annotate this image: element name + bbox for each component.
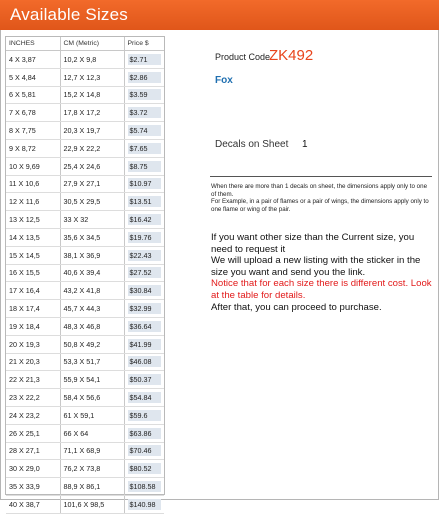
table-row [6, 317, 164, 335]
table-row [6, 246, 164, 264]
price-value: $63.86 [128, 428, 161, 439]
cell-inches: 16 X 15,5 [6, 264, 60, 282]
cell-inches: 9 X 8,72 [6, 139, 60, 157]
note-line-1: When there are more than 1 decals on sheet, the dimensions apply only to one of them. [211, 183, 428, 198]
cell-price [124, 353, 164, 371]
cell-price [124, 246, 164, 264]
cell-price [124, 51, 164, 69]
cell-price [124, 460, 164, 478]
cell-price [124, 157, 164, 175]
cell-price [124, 478, 164, 496]
cell-cm: 48,3 X 46,8 [60, 317, 124, 335]
price-value: $10.97 [128, 178, 161, 189]
cell-inches: 30 X 29,0 [6, 460, 60, 478]
table-row [6, 460, 164, 478]
cell-price [124, 371, 164, 389]
cell-cm: 61 X 59,1 [60, 406, 124, 424]
product-code-label: Product Code [215, 52, 271, 62]
table-row [6, 264, 164, 282]
decals-on-sheet-value: 1 [302, 139, 308, 150]
price-value: $108.58 [128, 481, 161, 492]
price-value: $36.64 [128, 321, 161, 332]
info-request: If you want other size than the Current size, you need to request it [211, 232, 415, 255]
table-row [6, 122, 164, 140]
cell-cm: 55,9 X 54,1 [60, 371, 124, 389]
sizes-table-body [6, 51, 164, 514]
table-row [6, 442, 164, 460]
cell-price [124, 389, 164, 407]
cell-cm: 76,2 X 73,8 [60, 460, 124, 478]
table-row [6, 228, 164, 246]
cell-inches: 21 X 20,3 [6, 353, 60, 371]
price-value: $2.86 [128, 72, 161, 83]
cell-price [124, 228, 164, 246]
price-value: $50.37 [128, 374, 161, 385]
cell-price [124, 282, 164, 300]
info-upload: We will upload a new listing with the sticker in the size you want and send you the link. [211, 255, 421, 278]
cell-cm: 30,5 X 29,5 [60, 193, 124, 211]
table-row [6, 300, 164, 318]
cell-cm: 101,6 X 98,5 [60, 495, 124, 513]
cell-cm: 35,6 X 34,5 [60, 228, 124, 246]
cell-price [124, 175, 164, 193]
table-row [6, 51, 164, 69]
cell-inches: 26 X 25,1 [6, 424, 60, 442]
cell-cm: 88,9 X 86,1 [60, 478, 124, 496]
product-code-value: ZK492 [269, 47, 314, 64]
header-title: Available Sizes [10, 5, 128, 24]
cell-price [124, 317, 164, 335]
table-header-row [6, 37, 164, 51]
price-value: $41.99 [128, 339, 161, 350]
cell-inches: 19 X 18,4 [6, 317, 60, 335]
price-value: $3.59 [128, 89, 161, 100]
price-value: $3.72 [128, 107, 161, 118]
table-row [6, 353, 164, 371]
cell-cm: 25,4 X 24,6 [60, 157, 124, 175]
price-value: $8.75 [128, 161, 161, 172]
cell-inches: 22 X 21,3 [6, 371, 60, 389]
header-bar [0, 0, 439, 30]
price-value: $13.51 [128, 196, 161, 207]
table-row [6, 389, 164, 407]
price-value: $16.42 [128, 214, 161, 225]
table-row [6, 371, 164, 389]
cell-price [124, 442, 164, 460]
cell-cm: 43,2 X 41,8 [60, 282, 124, 300]
column-header-inches: INCHES [6, 37, 60, 51]
cell-cm: 66 X 64 [60, 424, 124, 442]
column-header-price: Price $ [124, 37, 164, 51]
divider [210, 176, 432, 177]
price-value: $5.74 [128, 125, 161, 136]
table-row [6, 193, 164, 211]
cell-inches: 7 X 6,78 [6, 104, 60, 122]
cell-price [124, 264, 164, 282]
cell-inches: 40 X 38,7 [6, 495, 60, 513]
cell-price [124, 424, 164, 442]
cell-price [124, 86, 164, 104]
sizes-table-container [5, 36, 165, 509]
cell-inches: 8 X 7,75 [6, 122, 60, 140]
table-row [6, 424, 164, 442]
cell-cm: 53,3 X 51,7 [60, 353, 124, 371]
price-value: $32.99 [128, 303, 161, 314]
cell-price [124, 211, 164, 229]
table-row [6, 495, 164, 513]
price-value: $7.65 [128, 143, 161, 154]
table-row [6, 478, 164, 496]
cell-price [124, 122, 164, 140]
cell-price [124, 104, 164, 122]
cell-inches: 13 X 12,5 [6, 211, 60, 229]
price-value: $2.71 [128, 54, 161, 65]
cell-inches: 35 X 33,9 [6, 478, 60, 496]
table-row [6, 406, 164, 424]
cell-cm: 20,3 X 19,7 [60, 122, 124, 140]
cell-price [124, 300, 164, 318]
info-cost-notice: Notice that for each size there is different cost. Look at the table for details. [211, 278, 432, 301]
table-row [6, 282, 164, 300]
price-value: $80.52 [128, 463, 161, 474]
cell-cm: 45,7 X 44,3 [60, 300, 124, 318]
price-value: $30.84 [128, 285, 161, 296]
table-row [6, 157, 164, 175]
sizes-table [6, 37, 164, 514]
cell-inches: 6 X 5,81 [6, 86, 60, 104]
cell-price [124, 193, 164, 211]
cell-inches: 10 X 9,69 [6, 157, 60, 175]
cell-inches: 28 X 27,1 [6, 442, 60, 460]
cell-inches: 14 X 13,5 [6, 228, 60, 246]
cell-inches: 24 X 23,2 [6, 406, 60, 424]
cell-cm: 33 X 32 [60, 211, 124, 229]
note-line-2: For Example, in a pair of flames or a pair of wings, the dimensions apply only to one flame or wing of the pair. [211, 198, 429, 213]
decals-on-sheet-label: Decals on Sheet [215, 139, 289, 150]
cell-price [124, 406, 164, 424]
price-value: $59.6 [128, 410, 161, 421]
cell-cm: 38,1 X 36,9 [60, 246, 124, 264]
cell-price [124, 68, 164, 86]
column-header-cm: CM (Metric) [60, 37, 124, 51]
variant-name: Fox [215, 75, 233, 86]
cell-cm: 40,6 X 39,4 [60, 264, 124, 282]
cell-cm: 27,9 X 27,1 [60, 175, 124, 193]
table-row [6, 175, 164, 193]
cell-cm: 58,4 X 56,6 [60, 389, 124, 407]
price-value: $22.43 [128, 250, 161, 261]
price-value: $19.76 [128, 232, 161, 243]
cell-price [124, 335, 164, 353]
price-value: $54.84 [128, 392, 161, 403]
cell-inches: 20 X 19,3 [6, 335, 60, 353]
price-value: $70.46 [128, 445, 161, 456]
cell-inches: 12 X 11,6 [6, 193, 60, 211]
cell-inches: 23 X 22,2 [6, 389, 60, 407]
custom-size-info [211, 232, 437, 313]
price-value: $140.98 [128, 499, 161, 510]
cell-cm: 10,2 X 9,8 [60, 51, 124, 69]
cell-cm: 50,8 X 49,2 [60, 335, 124, 353]
cell-price [124, 495, 164, 513]
cell-inches: 11 X 10,6 [6, 175, 60, 193]
dimension-note [211, 183, 433, 213]
cell-cm: 12,7 X 12,3 [60, 68, 124, 86]
cell-inches: 5 X 4,84 [6, 68, 60, 86]
price-value: $46.08 [128, 356, 161, 367]
table-row [6, 104, 164, 122]
cell-inches: 15 X 14,5 [6, 246, 60, 264]
cell-inches: 18 X 17,4 [6, 300, 60, 318]
table-row [6, 211, 164, 229]
price-value: $27.52 [128, 267, 161, 278]
table-row [6, 86, 164, 104]
table-row [6, 335, 164, 353]
table-row [6, 139, 164, 157]
cell-cm: 22,9 X 22,2 [60, 139, 124, 157]
cell-price [124, 139, 164, 157]
cell-inches: 17 X 16,4 [6, 282, 60, 300]
cell-cm: 71,1 X 68,9 [60, 442, 124, 460]
table-row [6, 68, 164, 86]
info-purchase: After that, you can proceed to purchase. [211, 301, 382, 313]
cell-cm: 15,2 X 14,8 [60, 86, 124, 104]
cell-inches: 4 X 3,87 [6, 51, 60, 69]
cell-cm: 17,8 X 17,2 [60, 104, 124, 122]
